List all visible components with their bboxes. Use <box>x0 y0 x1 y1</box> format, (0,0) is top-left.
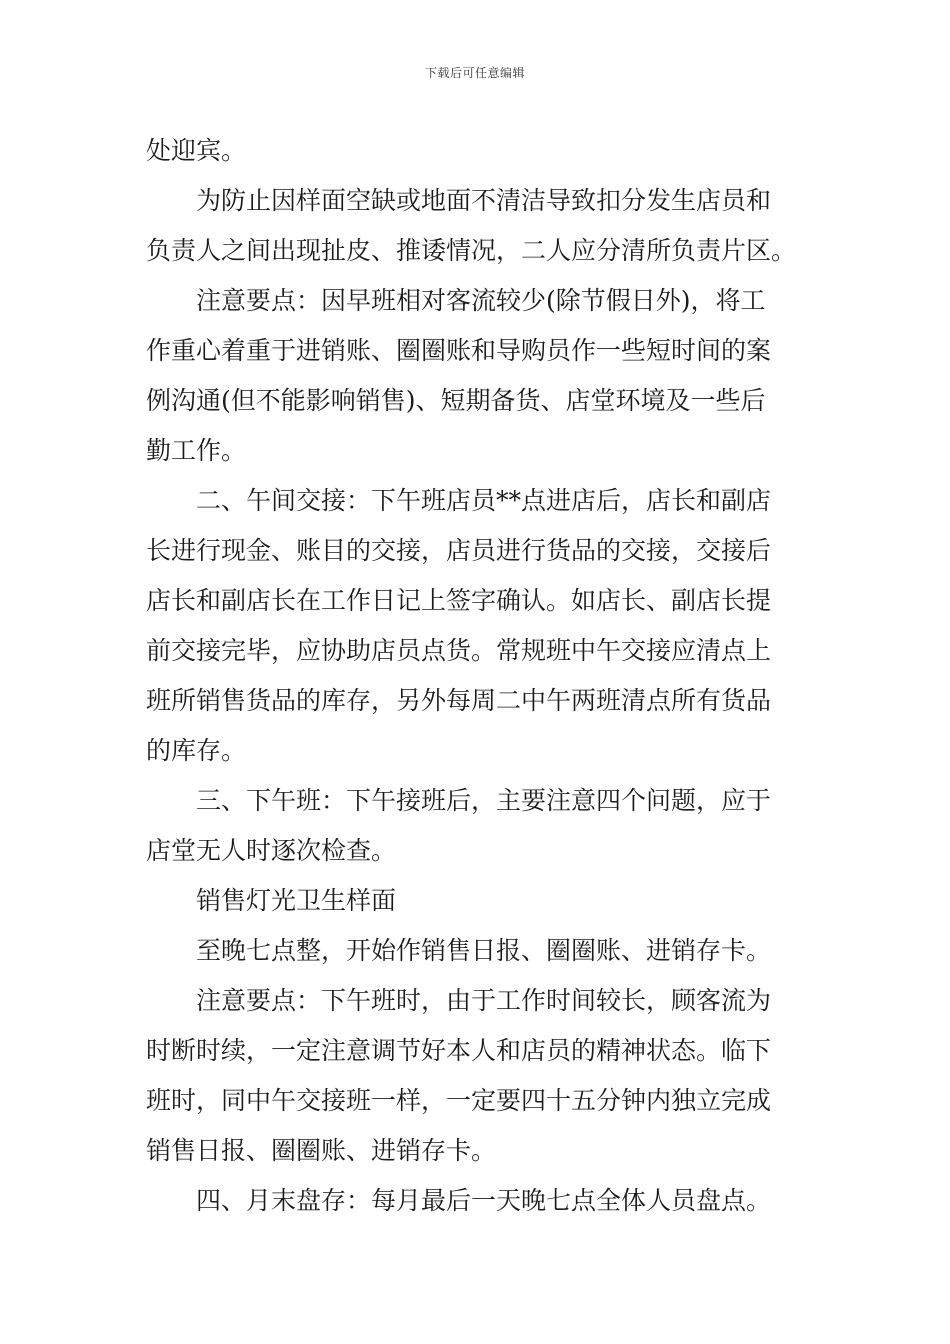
text-line: 注意要点：因早班相对客流较少(除节假日外)，将工 <box>196 286 766 315</box>
text-line: 前交接完毕，应协助店员点货。常规班中午交接应清点上 <box>146 636 772 665</box>
text-line: 处迎宾。 <box>146 136 247 165</box>
text-line: 三、下午班：下午接班后，主要注意四个问题，应于 <box>196 786 772 815</box>
text-line: 四、月末盘存：每月最后一天晚七点全体人员盘点。 <box>196 1186 772 1215</box>
document-body <box>146 126 810 1226</box>
text-line: 为防止因样面空缺或地面不清洁导致扣分发生店员和 <box>196 186 772 215</box>
text-line: 销售日报、圈圈账、进销存卡。 <box>146 1136 497 1165</box>
text-line: 负责人之间出现扯皮、推诿情况，二人应分清所负责片区。 <box>146 236 797 265</box>
text-line: 长进行现金、账目的交接，店员进行货品的交接，交接后 <box>146 536 772 565</box>
text-line: 二、午间交接：下午班店员**点进店后，店长和副店 <box>196 486 772 515</box>
text-line: 的库存。 <box>146 736 247 765</box>
text-line: 销售灯光卫生样面 <box>196 886 397 915</box>
text-line: 作重心着重于进销账、圈圈账和导购员作一些短时间的案 <box>146 336 772 365</box>
text-line: 注意要点：下午班时，由于工作时间较长，顾客流为 <box>196 986 772 1015</box>
text-line: 店堂无人时逐次检查。 <box>146 836 397 865</box>
text-line: 班时，同中午交接班一样，一定要四十五分钟内独立完成 <box>146 1086 772 1115</box>
text-line: 例沟通(但不能影响销售)、短期备货、店堂环境及一些后 <box>146 386 766 415</box>
text-line: 勤工作。 <box>146 436 247 465</box>
page-header: 下载后可任意编辑 <box>424 66 525 80</box>
text-line: 班所销售货品的库存，另外每周二中午两班清点所有货品 <box>146 686 772 715</box>
text-line: 时断时续，一定注意调节好本人和店员的精神状态。临下 <box>146 1036 772 1065</box>
text-line: 店长和副店长在工作日记上签字确认。如店长、副店长提 <box>146 586 772 615</box>
text-line: 至晚七点整，开始作销售日报、圈圈账、进销存卡。 <box>196 936 772 965</box>
